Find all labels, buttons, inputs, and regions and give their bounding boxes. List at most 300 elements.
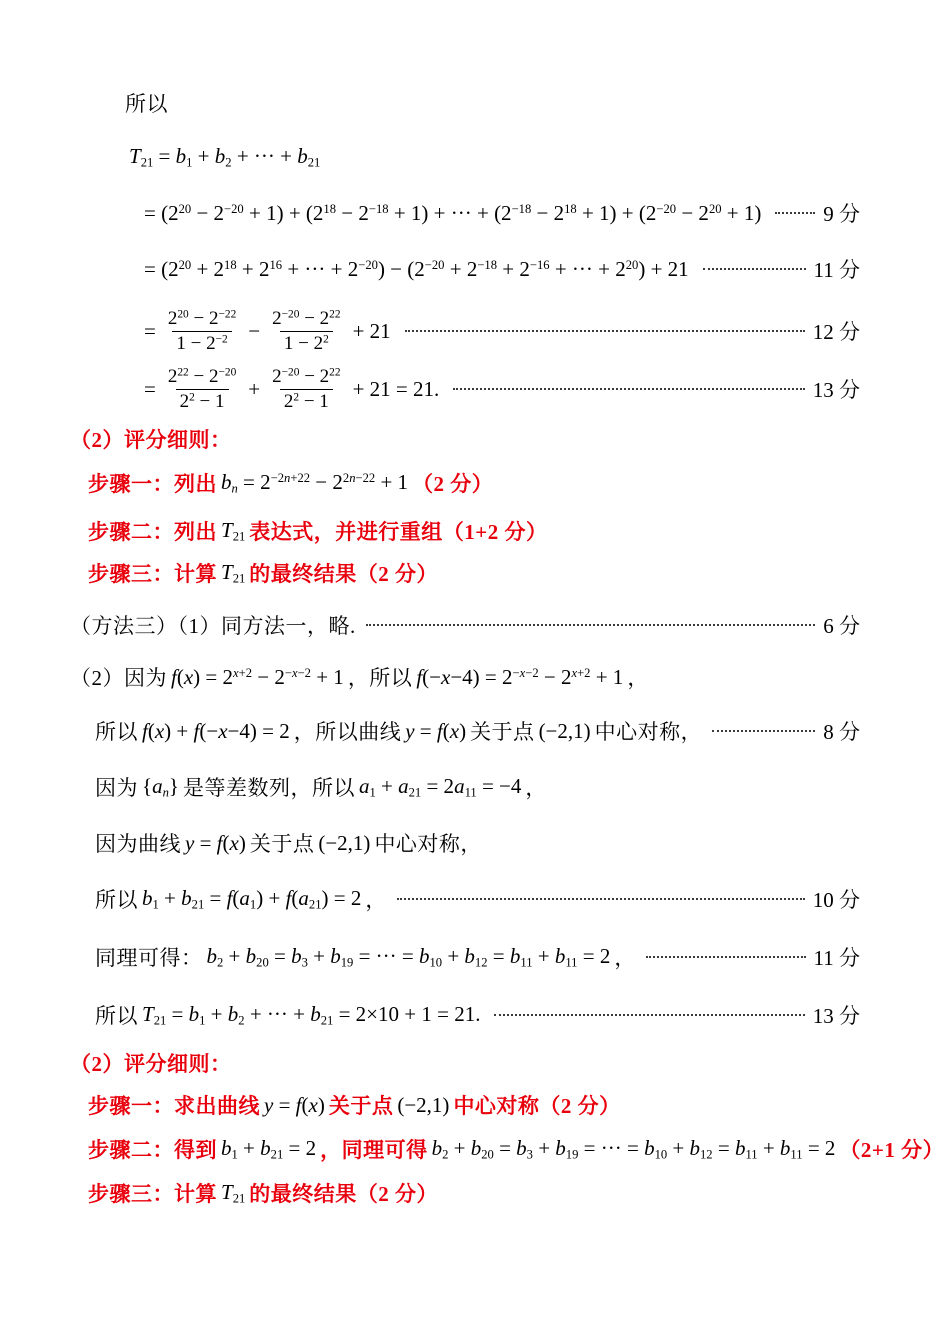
- math-text: 2: [167, 365, 178, 387]
- math-expression: [221, 560, 245, 587]
- superscript: [369, 202, 389, 216]
- math-text: −4) = 2: [450, 664, 513, 689]
- superscript: [329, 366, 340, 378]
- subscript: [655, 1147, 668, 1161]
- math-text: −20: [218, 366, 237, 379]
- math-text: +: [192, 143, 215, 168]
- math-text: 2: [217, 955, 224, 970]
- math-variable: a: [298, 885, 309, 910]
- math-expression: [397, 1093, 449, 1118]
- math-variable: b: [181, 885, 192, 910]
- math-expression: [221, 1180, 245, 1207]
- math-text: 11: [790, 1147, 803, 1162]
- text-run: 同理可得：: [95, 946, 203, 970]
- rubric-text-run: 的最终结果（2 分）: [249, 562, 439, 586]
- math-text: 20: [481, 1147, 494, 1162]
- superscript: [626, 258, 639, 272]
- dotted-leader: [494, 1014, 804, 1016]
- rubric-step-line: [88, 1132, 945, 1166]
- math-text: 11: [464, 785, 477, 800]
- math-text: 1 − 2: [283, 332, 324, 354]
- text-run: 关于点: [249, 832, 315, 856]
- math-variable: x: [308, 1092, 318, 1117]
- subscript: [309, 897, 322, 911]
- math-text: +: [375, 773, 399, 798]
- math-text: +: [237, 1135, 261, 1160]
- math-text: ) +: [256, 885, 286, 910]
- rubric-text-run: 步骤三：计算: [88, 562, 217, 586]
- math-variable: a: [239, 885, 250, 910]
- math-variable: f: [436, 718, 443, 743]
- math-text: 2: [238, 1013, 245, 1028]
- formula-line: [140, 252, 860, 286]
- math-text: 20: [178, 201, 192, 216]
- text-run: 因为曲线: [95, 832, 181, 856]
- subscript: [520, 955, 532, 969]
- math-variable: x: [229, 830, 239, 855]
- math-variable: x: [218, 718, 228, 743]
- score-mark: 6 分: [823, 614, 860, 638]
- math-text: − 1: [299, 390, 329, 412]
- math-text: −2: [525, 665, 539, 680]
- math-text: − 1: [194, 390, 225, 412]
- math-text: +: [757, 1135, 780, 1160]
- text-run: 关于点: [470, 720, 535, 744]
- math-text: −20: [281, 308, 300, 321]
- rubric-text-run: 步骤一：求出曲线: [88, 1094, 260, 1118]
- math-text: 2: [189, 391, 195, 404]
- math-text: 11: [520, 955, 533, 970]
- math-expression: [142, 1002, 480, 1029]
- math-text: = 2: [237, 469, 271, 494]
- math-text: +: [442, 943, 465, 968]
- math-expression: [144, 201, 761, 226]
- math-text: 12: [700, 1147, 713, 1162]
- math-text: 21: [232, 529, 246, 544]
- math-variable: T: [142, 1001, 154, 1026]
- score-mark: 13 分: [812, 1004, 860, 1028]
- math-text: + 21 = 21.: [352, 376, 440, 401]
- math-text: = −4: [476, 773, 522, 798]
- math-text: + 2: [236, 256, 270, 281]
- math-text: −18: [511, 201, 532, 216]
- math-text: 1 − 2: [176, 332, 216, 354]
- superscript: [513, 666, 539, 680]
- math-text: 2: [293, 391, 300, 404]
- math-text: =: [204, 885, 227, 910]
- math-text: 18: [323, 201, 337, 216]
- math-text: 1: [249, 897, 257, 912]
- math-expression: [248, 377, 260, 402]
- math-expression: [129, 144, 320, 171]
- math-variable: x: [449, 718, 460, 743]
- math-expression: [264, 1093, 325, 1118]
- dotted-leader: [775, 212, 815, 214]
- score-mark: 10 分: [812, 888, 860, 912]
- math-text: (−2,1): [318, 830, 371, 855]
- math-variable: b: [142, 885, 153, 910]
- text-run: 因为: [95, 776, 138, 800]
- math-text: 2: [323, 333, 329, 346]
- math-expression: [171, 665, 344, 690]
- math-text: =: [414, 718, 437, 743]
- math-variable: f: [216, 830, 223, 855]
- superscript: [343, 471, 375, 485]
- superscript: [179, 202, 192, 216]
- fraction-numerator: [268, 365, 344, 389]
- dotted-leader: [646, 956, 806, 958]
- math-text: 21: [270, 1147, 284, 1162]
- math-text: (: [232, 885, 240, 910]
- subscript: [465, 785, 477, 799]
- math-variable: a: [398, 773, 409, 798]
- math-text: 10: [654, 1147, 668, 1162]
- math-variable: x: [571, 665, 578, 680]
- subscript: [475, 955, 488, 969]
- fraction: [268, 307, 344, 356]
- math-variable: b: [221, 1135, 232, 1160]
- math-variable: b: [509, 943, 521, 968]
- math-text: = (2: [144, 200, 179, 225]
- math-expression: [353, 319, 391, 344]
- math-variable: T: [129, 143, 141, 168]
- math-variable: b: [206, 943, 217, 968]
- math-variable: b: [188, 1001, 200, 1026]
- math-text: 20: [708, 201, 722, 216]
- math-text: (−2,1): [538, 718, 591, 743]
- text-run: 所以: [125, 92, 168, 116]
- score-mark: 8 分: [823, 720, 860, 744]
- math-variable: a: [358, 773, 370, 798]
- math-text: − 2: [252, 664, 285, 689]
- math-text: + ··· + 2: [282, 256, 359, 281]
- math-expression: [142, 774, 179, 801]
- math-text: 21: [320, 1013, 334, 1028]
- math-expression: [221, 1136, 316, 1163]
- subscript: [341, 955, 354, 969]
- math-variable: b: [330, 943, 341, 968]
- math-text: =: [268, 943, 292, 968]
- superscript: [656, 202, 676, 216]
- math-variable: b: [431, 1135, 443, 1160]
- rubric-text-run: 步骤二：列出: [88, 520, 217, 544]
- math-variable: b: [227, 1001, 239, 1026]
- text-run: 所以: [95, 720, 138, 744]
- solution-text-line: [70, 660, 860, 694]
- subscript: [566, 1147, 579, 1161]
- math-expression: [185, 831, 246, 856]
- math-text: = 2: [802, 1135, 836, 1160]
- score-mark: 11 分: [813, 946, 860, 970]
- math-text: + 2: [191, 256, 225, 281]
- text-run: （方法三）（1）同方法一，略.: [70, 614, 356, 638]
- math-variable: b: [297, 143, 308, 168]
- math-text: ): [317, 1092, 325, 1117]
- math-expression: [432, 1136, 836, 1163]
- rubric-text-run: 表达式，并进行重组（1+2 分）: [249, 520, 548, 544]
- superscript: [358, 258, 378, 272]
- math-text: 12: [474, 955, 488, 970]
- solution-text-line: [95, 998, 860, 1032]
- math-text: ) +: [164, 718, 194, 743]
- math-text: = 2: [577, 943, 611, 968]
- text-run: 中心对称，: [374, 832, 482, 856]
- math-variable: b: [310, 1001, 321, 1026]
- superscript: [269, 258, 282, 272]
- math-text: 18: [224, 257, 237, 272]
- superscript: [216, 333, 228, 345]
- math-text: +2: [238, 665, 253, 680]
- math-text: − 2: [531, 200, 565, 225]
- math-expression: [359, 774, 521, 801]
- math-text: 22: [329, 366, 341, 379]
- math-text: =: [712, 1135, 735, 1160]
- math-text: 19: [340, 955, 354, 970]
- math-expression: [144, 377, 156, 402]
- dotted-leader: [397, 898, 805, 900]
- math-text: ) + 21: [638, 256, 689, 281]
- rubric-text-run: 关于点: [328, 1094, 394, 1118]
- math-expression: [142, 886, 361, 913]
- rubric-text-run: 中心对称（2 分）: [453, 1094, 621, 1118]
- math-text: + 1: [375, 469, 409, 494]
- math-text: −: [248, 318, 261, 343]
- math-variable: b: [644, 1135, 655, 1160]
- math-text: = 2: [421, 773, 455, 798]
- math-text: −: [512, 665, 520, 680]
- text-run: 所以: [95, 888, 138, 912]
- math-text: =: [166, 1001, 189, 1026]
- math-text: − 2: [538, 664, 572, 689]
- math-expression: [144, 319, 156, 344]
- math-text: (: [291, 885, 299, 910]
- math-text: =: [153, 143, 176, 168]
- text-run: ，: [525, 776, 547, 800]
- math-text: =: [493, 1135, 517, 1160]
- document-body: [70, 86, 945, 1210]
- rubric-text-run: 步骤一：列出: [88, 472, 217, 496]
- math-text: ) = 2: [321, 885, 362, 910]
- math-variable: x: [441, 664, 451, 689]
- math-variable: n: [162, 785, 169, 800]
- math-variable: y: [185, 830, 195, 855]
- math-text: 16: [269, 257, 283, 272]
- fraction-denominator: [172, 331, 231, 356]
- math-text: −20: [656, 201, 677, 216]
- subscript: [233, 571, 246, 585]
- math-text: − 2: [310, 469, 343, 494]
- math-text: +: [223, 943, 246, 968]
- math-text: 3: [301, 955, 308, 970]
- rubric-step-line: [88, 1176, 860, 1210]
- math-text: −2: [270, 470, 285, 485]
- math-variable: b: [470, 1135, 482, 1160]
- fraction-denominator: [280, 331, 333, 356]
- solution-text-line: [95, 940, 860, 974]
- math-variable: f: [226, 885, 233, 910]
- math-text: 2: [225, 155, 232, 170]
- dotted-leader: [405, 330, 805, 332]
- math-text: −18: [477, 257, 498, 272]
- math-variable: b: [214, 143, 226, 168]
- math-text: 2: [342, 470, 350, 485]
- math-text: +: [248, 376, 261, 401]
- superscript: [224, 258, 237, 272]
- math-text: =: [487, 943, 510, 968]
- math-text: =: [144, 318, 156, 343]
- superscript: [224, 202, 244, 216]
- score-mark: 9 分: [823, 202, 860, 226]
- math-text: 1: [369, 785, 376, 800]
- superscript: [530, 258, 550, 272]
- rubric-text-run: 步骤二：得到: [88, 1138, 217, 1162]
- math-text: + 1) + (2: [243, 200, 324, 225]
- superscript: [285, 666, 311, 680]
- math-text: 22: [329, 308, 341, 321]
- math-text: 21: [307, 155, 321, 170]
- fraction-numerator: [164, 307, 240, 331]
- text-run: ，所以: [347, 666, 413, 690]
- math-variable: b: [779, 1135, 791, 1160]
- math-expression: [142, 719, 290, 744]
- math-text: =: [194, 830, 217, 855]
- rubric-text-run: 步骤三：计算: [88, 1182, 217, 1206]
- math-text: 21: [191, 897, 205, 912]
- math-text: 3: [526, 1147, 533, 1162]
- math-text: + 1) + (2: [576, 200, 657, 225]
- math-text: 18: [564, 201, 577, 216]
- math-expression: [144, 257, 689, 282]
- subscript: [409, 785, 422, 799]
- math-variable: a: [152, 773, 163, 798]
- math-text: (−: [199, 718, 219, 743]
- math-text: + ··· + 2: [549, 256, 626, 281]
- math-text: 21: [153, 1013, 167, 1028]
- math-text: −4) = 2: [227, 718, 290, 743]
- math-text: −20: [424, 257, 445, 272]
- superscript: [282, 308, 300, 320]
- math-text: + 1): [721, 200, 762, 225]
- math-variable: b: [554, 943, 566, 968]
- fraction: [164, 307, 240, 356]
- math-text: ) − (2: [377, 256, 425, 281]
- text-run: （2）因为: [70, 666, 167, 690]
- math-variable: n: [231, 481, 238, 496]
- text-run: 中心对称，: [594, 720, 703, 744]
- fraction-numerator: [268, 307, 344, 331]
- rubric-text-run: （2）评分细则：: [70, 1052, 232, 1076]
- math-variable: T: [221, 1179, 233, 1204]
- math-variable: n: [284, 470, 291, 485]
- math-variable: y: [405, 718, 415, 743]
- math-variable: a: [454, 773, 465, 798]
- math-variable: b: [555, 1135, 566, 1160]
- superscript: [329, 308, 340, 320]
- subscript: [192, 897, 205, 911]
- superscript: [512, 202, 532, 216]
- math-expression: [221, 518, 245, 545]
- superscript: [282, 366, 300, 378]
- math-text: −22: [355, 470, 376, 485]
- subscript: [141, 155, 154, 169]
- math-variable: b: [516, 1135, 527, 1160]
- math-text: − 2: [299, 307, 330, 329]
- math-variable: x: [154, 718, 165, 743]
- math-text: −2: [297, 665, 311, 680]
- math-text: = ··· =: [353, 943, 419, 968]
- math-variable: b: [291, 943, 302, 968]
- subscript: [271, 1147, 284, 1161]
- solution-text-line: [95, 770, 860, 804]
- math-variable: f: [171, 664, 177, 689]
- math-variable: b: [689, 1135, 700, 1160]
- fraction: [164, 365, 240, 414]
- superscript: [179, 258, 192, 272]
- math-text: +: [532, 1135, 556, 1160]
- superscript: [218, 366, 236, 378]
- math-text: − 2: [188, 365, 219, 387]
- rubric-step-line: [88, 556, 860, 590]
- math-text: +2: [577, 665, 591, 680]
- math-text: −20: [281, 366, 300, 379]
- math-text: −: [284, 665, 292, 680]
- math-text: ): [459, 718, 467, 743]
- superscript: [425, 258, 445, 272]
- math-variable: f: [193, 718, 200, 743]
- math-expression: [416, 665, 623, 690]
- rubric-step-line: [88, 1088, 860, 1122]
- solution-text-line: [95, 714, 860, 748]
- math-text: +: [307, 943, 331, 968]
- subscript: [154, 1013, 167, 1027]
- math-text: −22: [218, 308, 237, 321]
- subscript: [429, 955, 442, 969]
- math-text: 1: [231, 1147, 238, 1162]
- math-text: + ··· +: [244, 1001, 311, 1026]
- rubric-text-run: （2+1 分）: [839, 1138, 945, 1162]
- math-variable: f: [285, 885, 292, 910]
- math-text: +: [448, 1135, 471, 1160]
- math-text: + 2: [444, 256, 478, 281]
- subscript: [308, 155, 321, 169]
- math-text: (: [301, 1092, 309, 1117]
- math-text: 2: [442, 1147, 449, 1162]
- solution-text-line: [125, 86, 860, 120]
- text-run: 所以: [95, 1004, 138, 1028]
- math-variable: b: [175, 143, 187, 168]
- math-text: 21: [308, 897, 322, 912]
- math-text: 21: [232, 1191, 246, 1206]
- score-mark: 13 分: [812, 378, 860, 402]
- math-text: +: [158, 885, 182, 910]
- rubric-text-run: （2 分）: [412, 472, 494, 496]
- math-variable: f: [295, 1092, 302, 1117]
- math-text: 20: [625, 257, 639, 272]
- math-text: + ··· +: [231, 143, 298, 168]
- math-text: = (2: [144, 256, 179, 281]
- subscript: [745, 1147, 757, 1161]
- math-text: 11: [565, 955, 578, 970]
- superscript: [323, 202, 336, 216]
- fraction-denominator: [176, 389, 229, 414]
- formula-line: [125, 140, 860, 174]
- superscript: [271, 471, 310, 485]
- text-run: ，: [365, 888, 387, 912]
- math-variable: f: [416, 664, 423, 689]
- math-variable: b: [260, 1135, 271, 1160]
- math-text: − 2: [191, 200, 225, 225]
- math-text: +: [532, 943, 555, 968]
